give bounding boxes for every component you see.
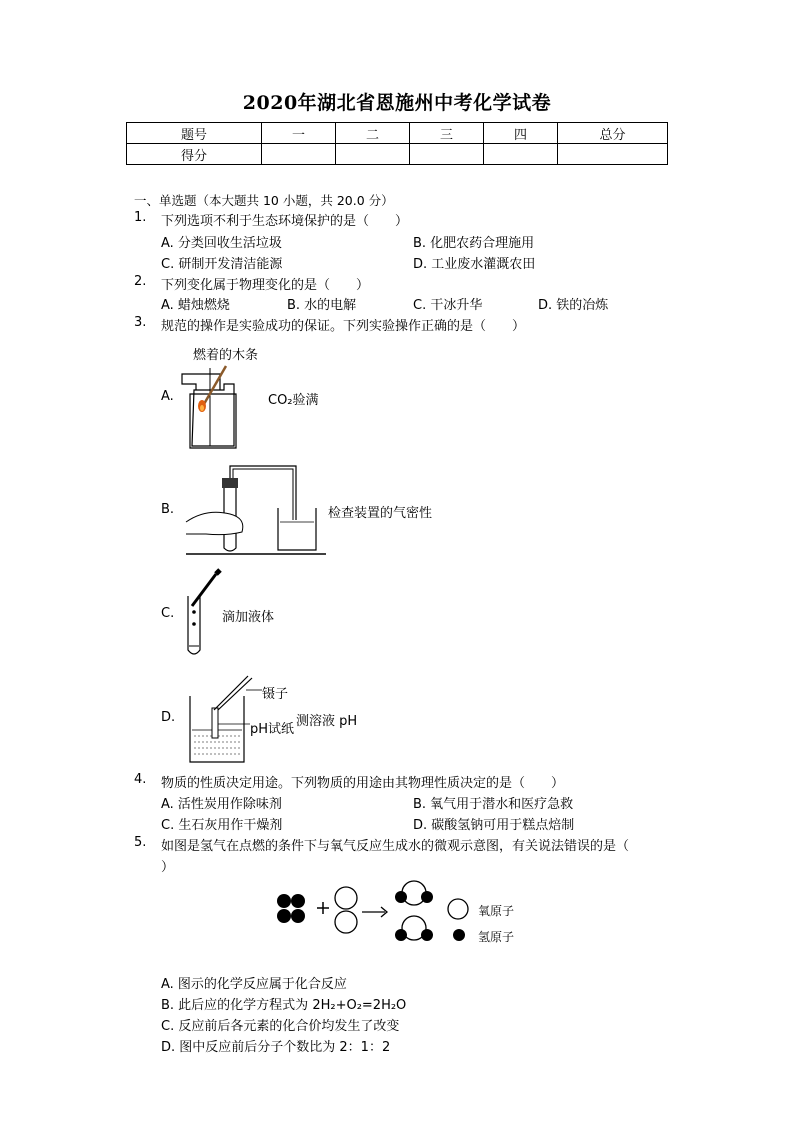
option-b: B. 化肥农药合理施用 (413, 236, 535, 251)
question-stem: 下列选项不利于生态环境保护的是（ ） (161, 214, 409, 229)
option-a: A. 蜡烛燃烧 (161, 298, 230, 313)
option-d-label: D. (161, 710, 176, 725)
molecule-diagram (270, 876, 460, 952)
table-cell: 得分 (127, 144, 262, 165)
question-number: 4. (134, 772, 147, 787)
table-cell (410, 144, 484, 165)
question-number: 5. (134, 835, 147, 850)
tweezers-label: 镊子 (262, 687, 289, 702)
page-title: 2020年湖北省恩施州中考化学试卷 (242, 92, 552, 114)
option-a-text: CO₂验满 (268, 393, 319, 408)
table-cell (262, 144, 336, 165)
option-d: D. 工业废水灌溉农田 (413, 257, 536, 272)
option-c: C. 研制开发清洁能源 (161, 257, 283, 272)
table-cell: 总分 (558, 123, 668, 144)
option-a: A. 图示的化学反应属于化合反应 (161, 977, 347, 992)
question-stem: 物质的性质决定用途。下列物质的用途由其物理性质决定的是（ ） (161, 776, 565, 791)
question-number: 3. (134, 315, 147, 330)
dropper-figure (184, 566, 224, 660)
question-number: 2. (134, 274, 147, 289)
table-cell (484, 144, 558, 165)
option-d: D. 铁的冶炼 (538, 298, 609, 313)
ph-test-figure (184, 672, 264, 764)
table-cell: 一 (262, 123, 336, 144)
legend-oxygen-label: 氧原子 (478, 904, 515, 918)
option-c-text: 滴加液体 (222, 610, 275, 625)
section-heading: 一、单选题（本大题共 10 小题，共 20.0 分） (134, 193, 394, 208)
question-number: 1. (134, 210, 147, 225)
question-stem: 下列变化属于物理变化的是（ ） (161, 278, 370, 293)
table-row (127, 123, 668, 144)
score-table (126, 122, 668, 165)
figure-label: 燃着的木条 (193, 348, 259, 363)
table-cell: 题号 (127, 123, 262, 144)
question-stem: 规范的操作是实验成功的保证。下列实验操作正确的是（ ） (161, 319, 526, 334)
option-b-text: 检查装置的气密性 (328, 506, 433, 521)
option-c-label: C. (161, 606, 175, 621)
table-cell (336, 144, 410, 165)
table-row (127, 144, 668, 165)
table-cell: 二 (336, 123, 410, 144)
option-b: B. 此后应的化学方程式为 2H₂+O₂=2H₂O (161, 998, 407, 1013)
option-b: B. 水的电解 (287, 298, 357, 313)
question-stem: 如图是氢气在点燃的条件下与氧气反应生成水的微观示意图，有关说法错误的是（ (161, 839, 630, 854)
option-b: B. 氧气用于潜水和医疗急救 (413, 797, 574, 812)
option-c: C. 反应前后各元素的化合价均发生了改变 (161, 1019, 400, 1034)
airtightness-figure (186, 460, 326, 560)
option-d-text: 测溶液 pH (296, 714, 358, 729)
option-a: A. 分类回收生活垃圾 (161, 236, 282, 251)
option-d: D. 图中反应前后分子个数比为 2：1：2 (161, 1040, 391, 1055)
ph-paper-label: pH试纸 (250, 722, 295, 737)
option-a: A. 活性炭用作除味剂 (161, 797, 282, 812)
option-b-label: B. (161, 502, 175, 517)
gas-bottle-figure (180, 364, 240, 454)
option-c: C. 生石灰用作干燥剂 (161, 818, 283, 833)
table-cell (558, 144, 668, 165)
table-cell: 三 (410, 123, 484, 144)
question-stem-continued: ） (161, 860, 175, 875)
option-c: C. 干冰升华 (413, 298, 483, 313)
option-a-label: A. (161, 389, 174, 404)
option-d: D. 碳酸氢钠可用于糕点焙制 (413, 818, 575, 833)
legend-hydrogen-label: 氢原子 (478, 930, 515, 944)
table-cell: 四 (484, 123, 558, 144)
